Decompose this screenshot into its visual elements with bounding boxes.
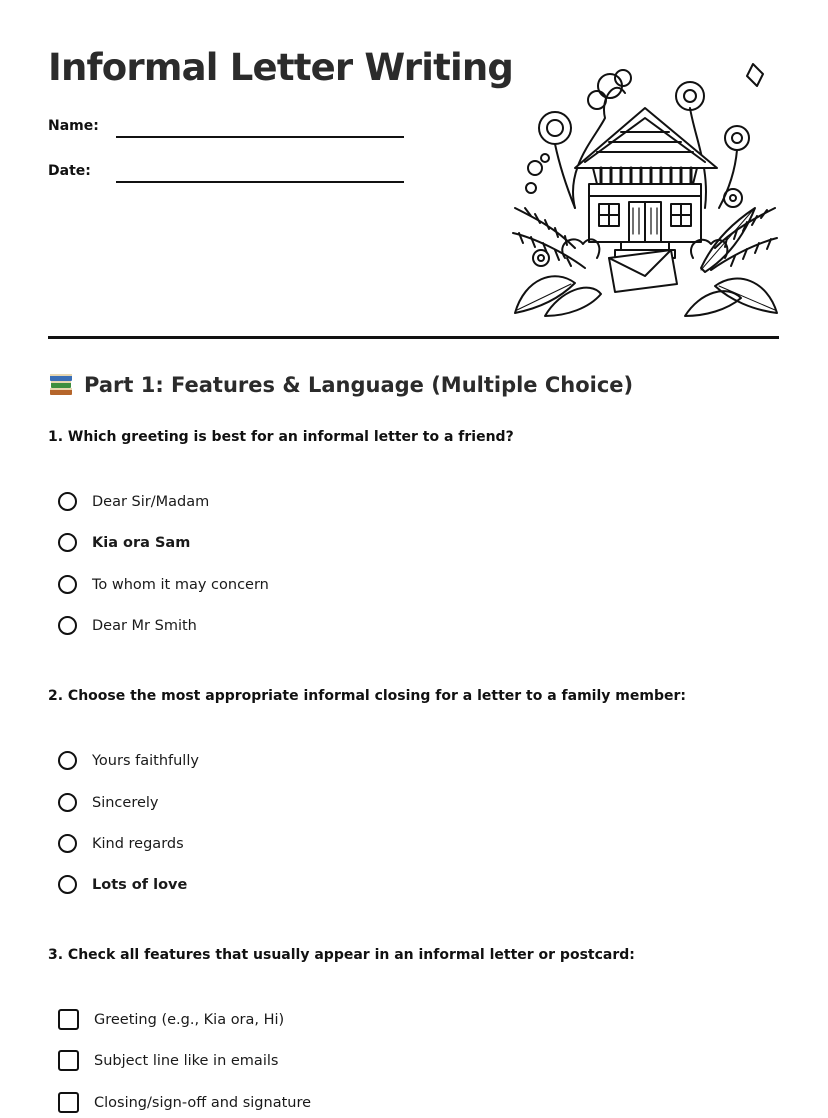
radio-button[interactable]	[58, 533, 77, 552]
option-label: To whom it may concern	[92, 576, 269, 593]
q3-option-3[interactable]	[58, 1092, 311, 1113]
date-field[interactable]	[48, 163, 404, 179]
q3-option-2[interactable]	[58, 1050, 278, 1071]
q1-option-2[interactable]	[58, 533, 190, 552]
checkbox[interactable]	[58, 1092, 79, 1113]
page-title: Informal Letter Writing	[48, 46, 514, 89]
radio-button[interactable]	[58, 875, 77, 894]
part1-heading-text: Part 1: Features & Language (Multiple Choice)	[84, 373, 634, 397]
radio-button[interactable]	[58, 492, 77, 511]
question-3: 3. Check all features that usually appear in an informal letter or postcard:	[48, 947, 635, 963]
radio-button[interactable]	[58, 751, 77, 770]
question-1: 1. Which greeting is best for an informal letter to a friend?	[48, 429, 514, 445]
radio-button[interactable]	[58, 575, 77, 594]
name-label: Name:	[48, 118, 99, 134]
q2-option-3[interactable]	[58, 834, 184, 853]
radio-button[interactable]	[58, 793, 77, 812]
q1-option-1[interactable]	[58, 492, 209, 511]
name-input-line[interactable]	[116, 122, 404, 138]
option-label: Kia ora Sam	[92, 534, 191, 551]
q2-option-4[interactable]	[58, 875, 187, 894]
name-field[interactable]	[48, 118, 404, 134]
option-label: Closing/sign-off and signature	[94, 1094, 312, 1111]
option-label: Dear Sir/Madam	[92, 493, 210, 510]
date-label: Date:	[48, 163, 91, 179]
q2-option-2[interactable]	[58, 793, 159, 812]
radio-button[interactable]	[58, 616, 77, 635]
q1-option-3[interactable]	[58, 575, 269, 594]
checkbox[interactable]	[58, 1009, 79, 1030]
option-label: Yours faithfully	[92, 752, 199, 769]
option-label: Greeting (e.g., Kia ora, Hi)	[94, 1011, 285, 1028]
question-2: 2. Choose the most appropriate informal closing for a letter to a family member:	[48, 688, 686, 704]
option-label: Subject line like in emails	[94, 1052, 279, 1069]
q2-option-1[interactable]	[58, 751, 199, 770]
part1-heading	[48, 373, 633, 397]
checkbox[interactable]	[58, 1050, 79, 1071]
option-label: Lots of love	[92, 876, 188, 893]
option-label: Dear Mr Smith	[92, 617, 197, 634]
q3-option-1[interactable]	[58, 1009, 284, 1030]
header-divider	[48, 336, 779, 339]
house-with-envelope-illustration	[505, 58, 783, 320]
radio-button[interactable]	[58, 834, 77, 853]
q1-option-4[interactable]	[58, 616, 197, 635]
option-label: Sincerely	[92, 794, 159, 811]
books-icon	[48, 373, 74, 397]
date-input-line[interactable]	[116, 167, 404, 183]
option-label: Kind regards	[92, 835, 184, 852]
